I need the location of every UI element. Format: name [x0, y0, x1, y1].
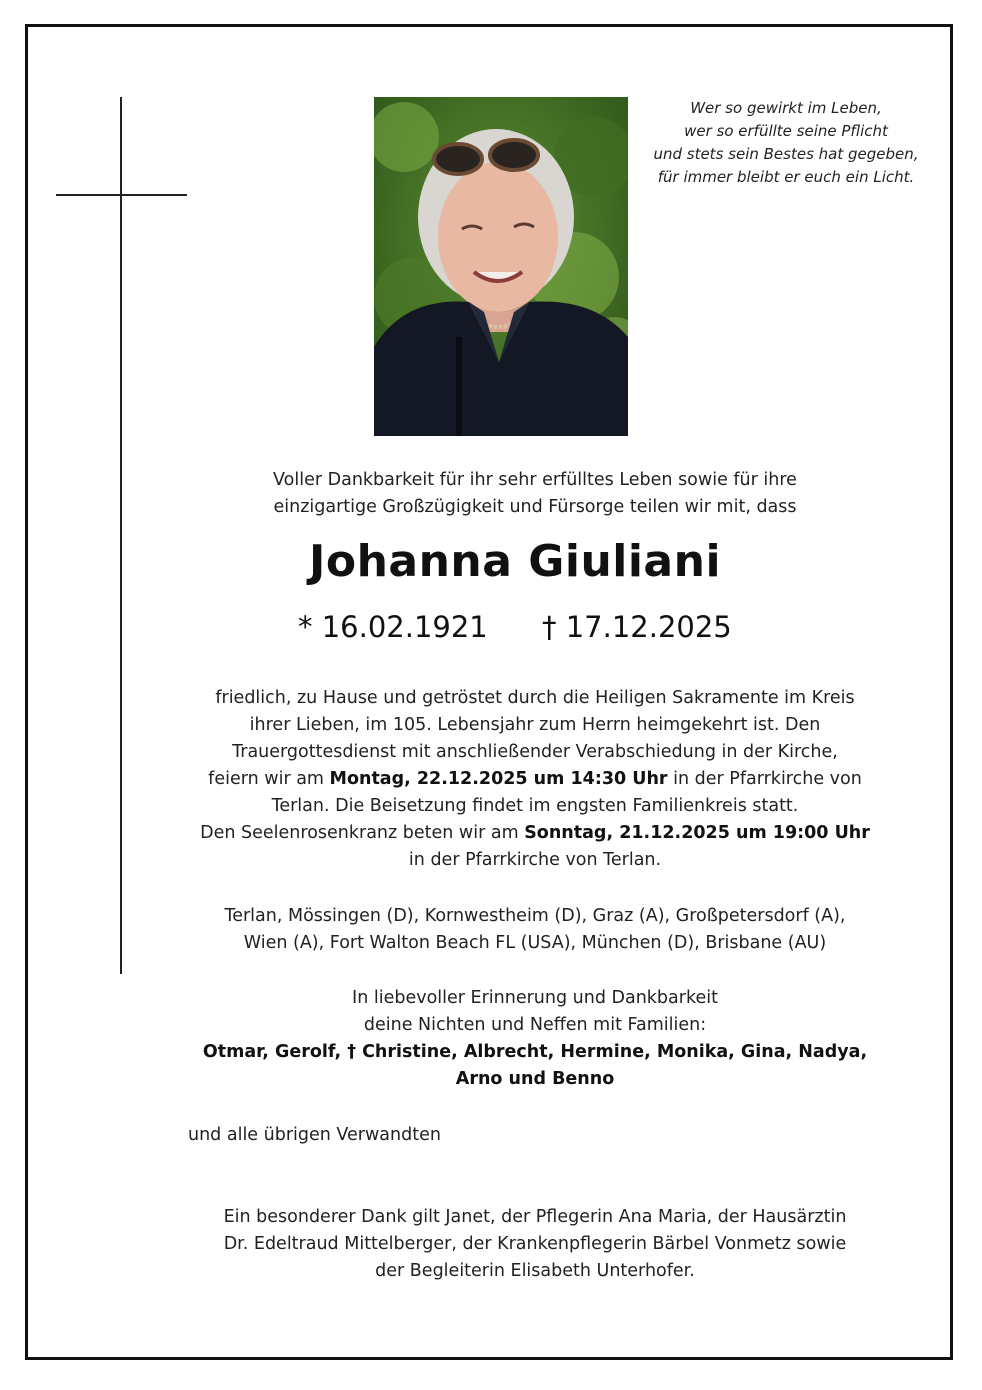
- death-date: † 17.12.2025: [542, 610, 732, 644]
- service-text: feiern wir am: [208, 769, 330, 789]
- intro-line: Voller Dankbarkeit für ihr sehr erfülltes Leben sowie für ihre: [273, 470, 797, 490]
- rosary-line: [140, 820, 930, 847]
- intro-line: einzigartige Großzügigkeit und Fürsorge teilen wir mit, dass: [273, 497, 797, 517]
- poem: [636, 97, 936, 189]
- life-dates: [290, 610, 750, 654]
- cross-vertical-bar: [120, 97, 122, 974]
- announcement-line: Terlan. Die Beisetzung findet im engsten Familienkreis statt.: [271, 796, 799, 816]
- poem-line: Wer so gewirkt im Leben,: [690, 99, 882, 117]
- intro-text: [140, 467, 930, 521]
- announcement-line: Trauergottesdienst mit anschließender Verabschiedung in der Kirche,: [232, 742, 838, 762]
- places-list: [140, 903, 930, 957]
- family-names: Arno und Benno: [455, 1069, 615, 1089]
- places-line: Terlan, Mössingen (D), Kornwestheim (D), Graz (A), Großpetersdorf (A),: [224, 906, 846, 926]
- announcement-text: [140, 685, 930, 874]
- service-date: Montag, 22.12.2025 um 14:30 Uhr: [329, 769, 668, 789]
- rosary-date: Sonntag, 21.12.2025 um 19:00 Uhr: [524, 823, 870, 843]
- announcement-line: friedlich, zu Hause und getröstet durch die Heiligen Sakramente im Kreis: [215, 688, 855, 708]
- family-names: Otmar, Gerolf, † Christine, Albrecht, Hermine, Monika, Gina, Nadya,: [202, 1042, 868, 1062]
- service-location: in der Pfarrkirche von: [667, 769, 862, 789]
- memory-section: [140, 985, 930, 1093]
- thanks-line: Dr. Edeltraud Mittelberger, der Krankenpflegerin Bärbel Vonmetz sowie: [223, 1234, 847, 1254]
- thanks-section: [140, 1204, 930, 1285]
- poem-line: für immer bleibt er euch ein Licht.: [657, 168, 915, 186]
- announcement-line: ihrer Lieben, im 105. Lebensjahr zum Herrn heimgekehrt ist. Den: [249, 715, 821, 735]
- announcement-line: in der Pfarrkirche von Terlan.: [408, 850, 662, 870]
- birth-date: * 16.02.1921: [298, 610, 488, 644]
- deceased-name: Johanna Giuliani: [308, 536, 722, 587]
- cross-horizontal-bar: [56, 194, 187, 196]
- poem-line: und stets sein Bestes hat gegeben,: [653, 145, 919, 163]
- places-line: Wien (A), Fort Walton Beach FL (USA), München (D), Brisbane (AU): [243, 933, 827, 953]
- memory-line: deine Nichten und Neffen mit Familien:: [363, 1015, 707, 1035]
- thanks-line: der Begleiterin Elisabeth Unterhofer.: [375, 1261, 695, 1281]
- memory-line: In liebevoller Erinnerung und Dankbarkeit: [352, 988, 718, 1008]
- other-relatives: und alle übrigen Verwandten: [188, 1125, 441, 1145]
- portrait-photo: [374, 97, 628, 436]
- thanks-line: Ein besonderer Dank gilt Janet, der Pflegerin Ana Maria, der Hausärztin: [223, 1207, 847, 1227]
- rosary-text: Den Seelenrosenkranz beten wir am: [200, 823, 525, 843]
- funeral-service-line: [140, 766, 930, 793]
- poem-line: wer so erfüllte seine Pflicht: [684, 122, 888, 140]
